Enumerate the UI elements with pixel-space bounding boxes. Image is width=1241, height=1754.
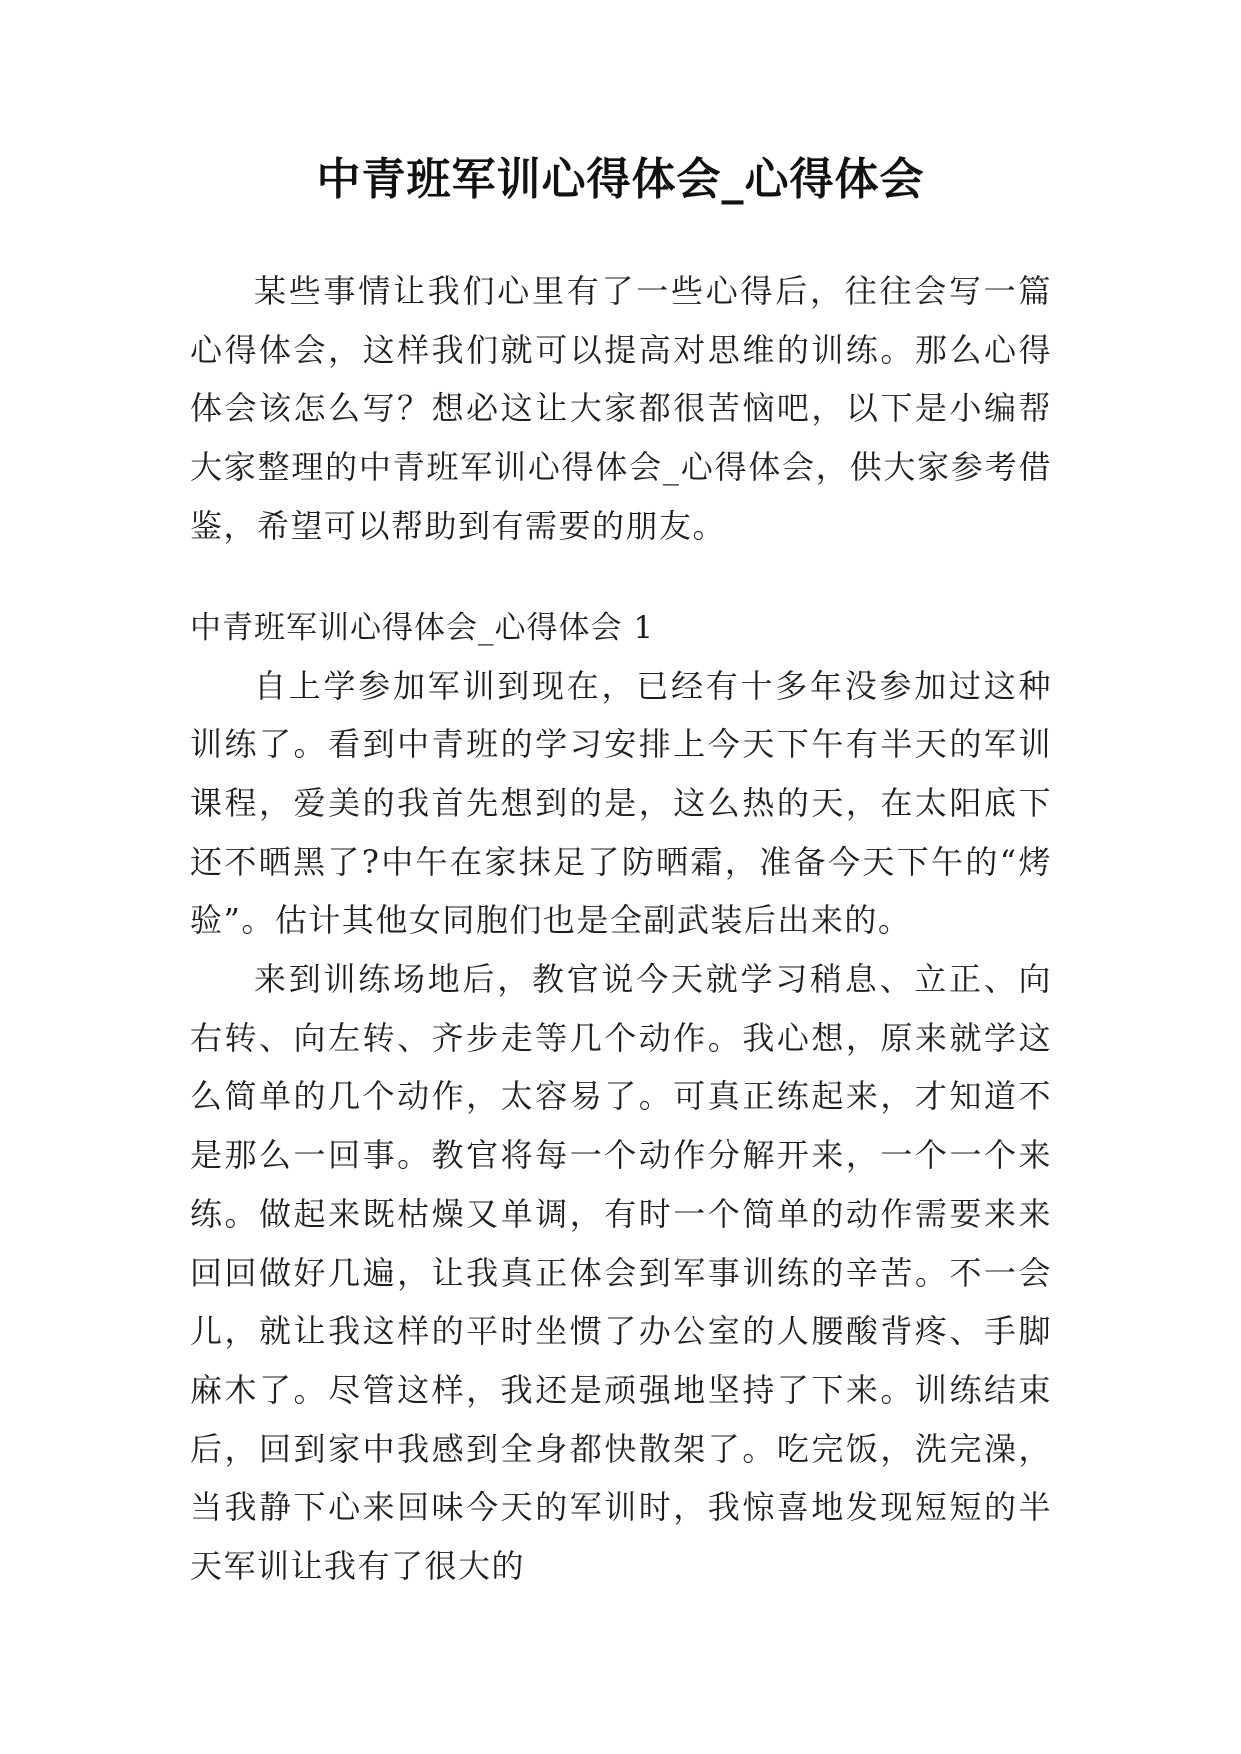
intro-paragraph: 某些事情让我们心里有了一些心得后，往往会写一篇心得体会，这样我们就可以提高对思维的训练。那么心得体会该怎么写？想必这让大家都很苦恼吧，以下是小编帮大家整理的中青班军训心得体会_心得体会，供大家参考借鉴，希望可以帮助到有需要的朋友。: [190, 272, 1052, 545]
document-title: 中青班军训心得体会_心得体会: [316, 154, 925, 205]
body-paragraph-2: 来到训练场地后，教官说今天就学习稍息、立正、向右转、向左转、齐步走等几个动作。我心想，原来就学这么简单的几个动作，太容易了。可真正练起来，才知道不是那么一回事。教官将每一个动作分解开来，一个一个来练。做起来既枯燥又单调，有时一个简单的动作需要来来回回做好几遍，让我真正体会到军事训练的辛苦。不一会儿，就让我这样的平时坐惯了办公室的人腰酸背疼、手脚麻木了。尽管这样，我还是顽强地坚持了下来。训练结束后，回到家中我感到全身都快散架了。吃完饭，洗完澡，当我静下心来回味今天的军训时，我惊喜地发现短短的半天军训让我有了很大的: [190, 960, 1052, 1586]
document-body: [190, 262, 1052, 1596]
body-paragraph-1: 自上学参加军训到现在，已经有十多年没参加过这种训练了。看到中青班的学习安排上今天下午有半天的军训课程，爱美的我首先想到的是，这么热的天，在太阳底下还不晒黑了?中午在家抹足了防晒霜，准备今天下午的“烤验”。估计其他女同胞们也是全副武装后出来的。: [190, 666, 1052, 940]
section-heading: 中青班军训心得体会_心得体会 1: [190, 609, 655, 646]
